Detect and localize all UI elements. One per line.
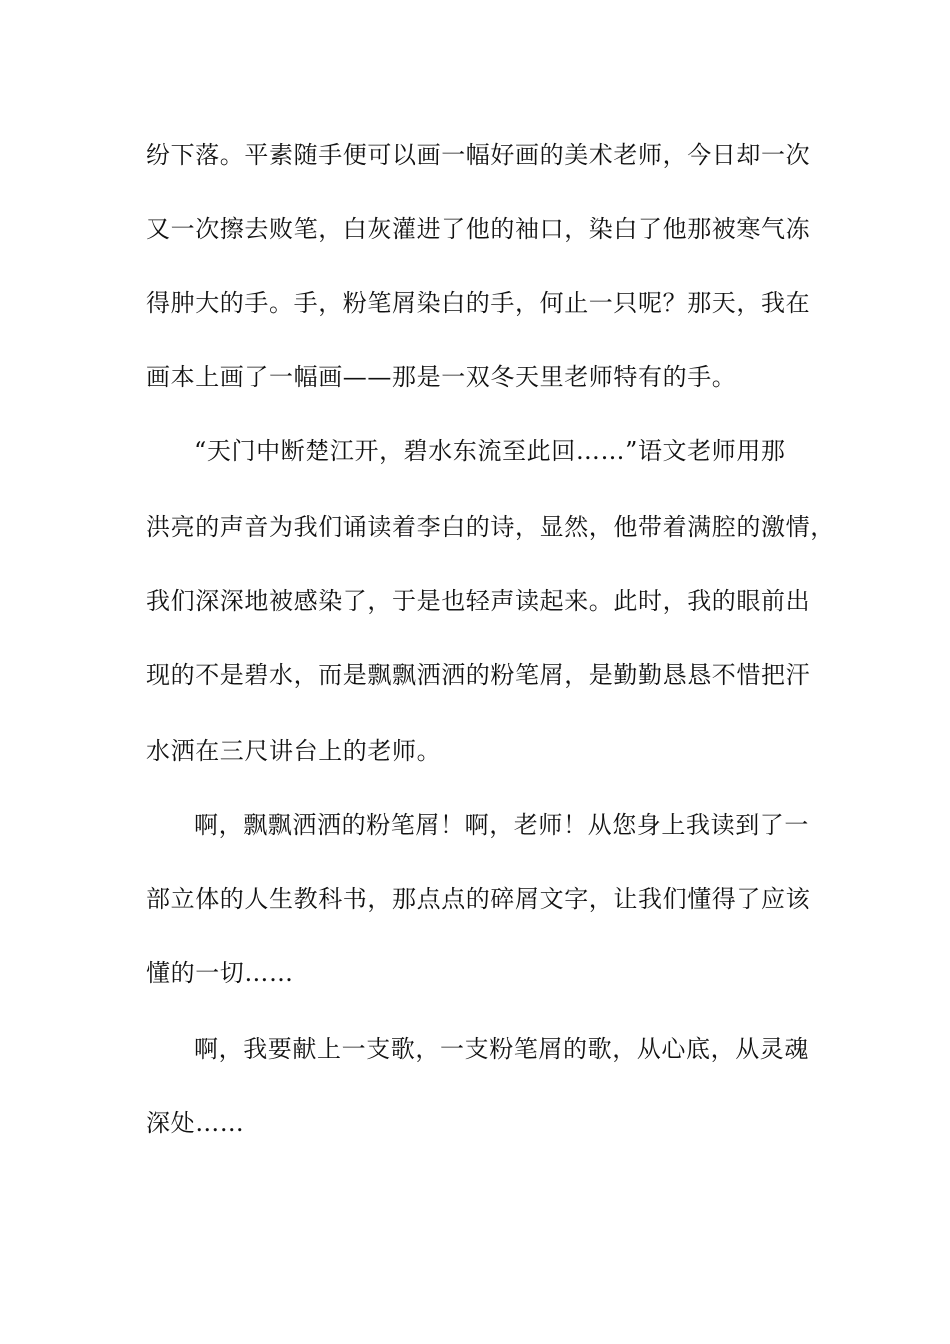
- paragraph-first-line: 啊，飘飘洒洒的粉笔屑！啊，老师！从您身上我读到了一: [194, 811, 809, 839]
- text-line: 懂的一切……: [146, 959, 294, 987]
- text-line: 纷下落。平素随手便可以画一幅好画的美术老师，今日却一次: [146, 141, 811, 169]
- paragraph-first-line: 啊，我要献上一支歌，一支粉笔屑的歌，从心底，从灵魂: [194, 1035, 809, 1063]
- text-line: 得肿大的手。手，粉笔屑染白的手，何止一只呢？那天，我在: [146, 289, 811, 317]
- text-line: 水洒在三尺讲台上的老师。: [146, 737, 442, 765]
- text-line: 部立体的人生教科书，那点点的碎屑文字，让我们懂得了应该: [146, 885, 811, 913]
- text-line: 画本上画了一幅画——那是一双冬天里老师特有的手。: [146, 363, 737, 391]
- text-line: 我们深深地被感染了，于是也轻声读起来。此时，我的眼前出: [146, 587, 811, 615]
- text-line: 洪亮的声音为我们诵读着李白的诗，显然，他带着满腔的激情，: [146, 513, 835, 541]
- text-line: 现的不是碧水，而是飘飘洒洒的粉笔屑，是勤勤恳恳不惜把汗: [146, 661, 811, 689]
- text-line: 深处……: [146, 1109, 245, 1137]
- text-line: 又一次擦去败笔，白灰灌进了他的袖口，染白了他那被寒气冻: [146, 215, 811, 243]
- paragraph-first-line: “天门中断楚江开，碧水东流至此回……”语文老师用那: [194, 437, 786, 465]
